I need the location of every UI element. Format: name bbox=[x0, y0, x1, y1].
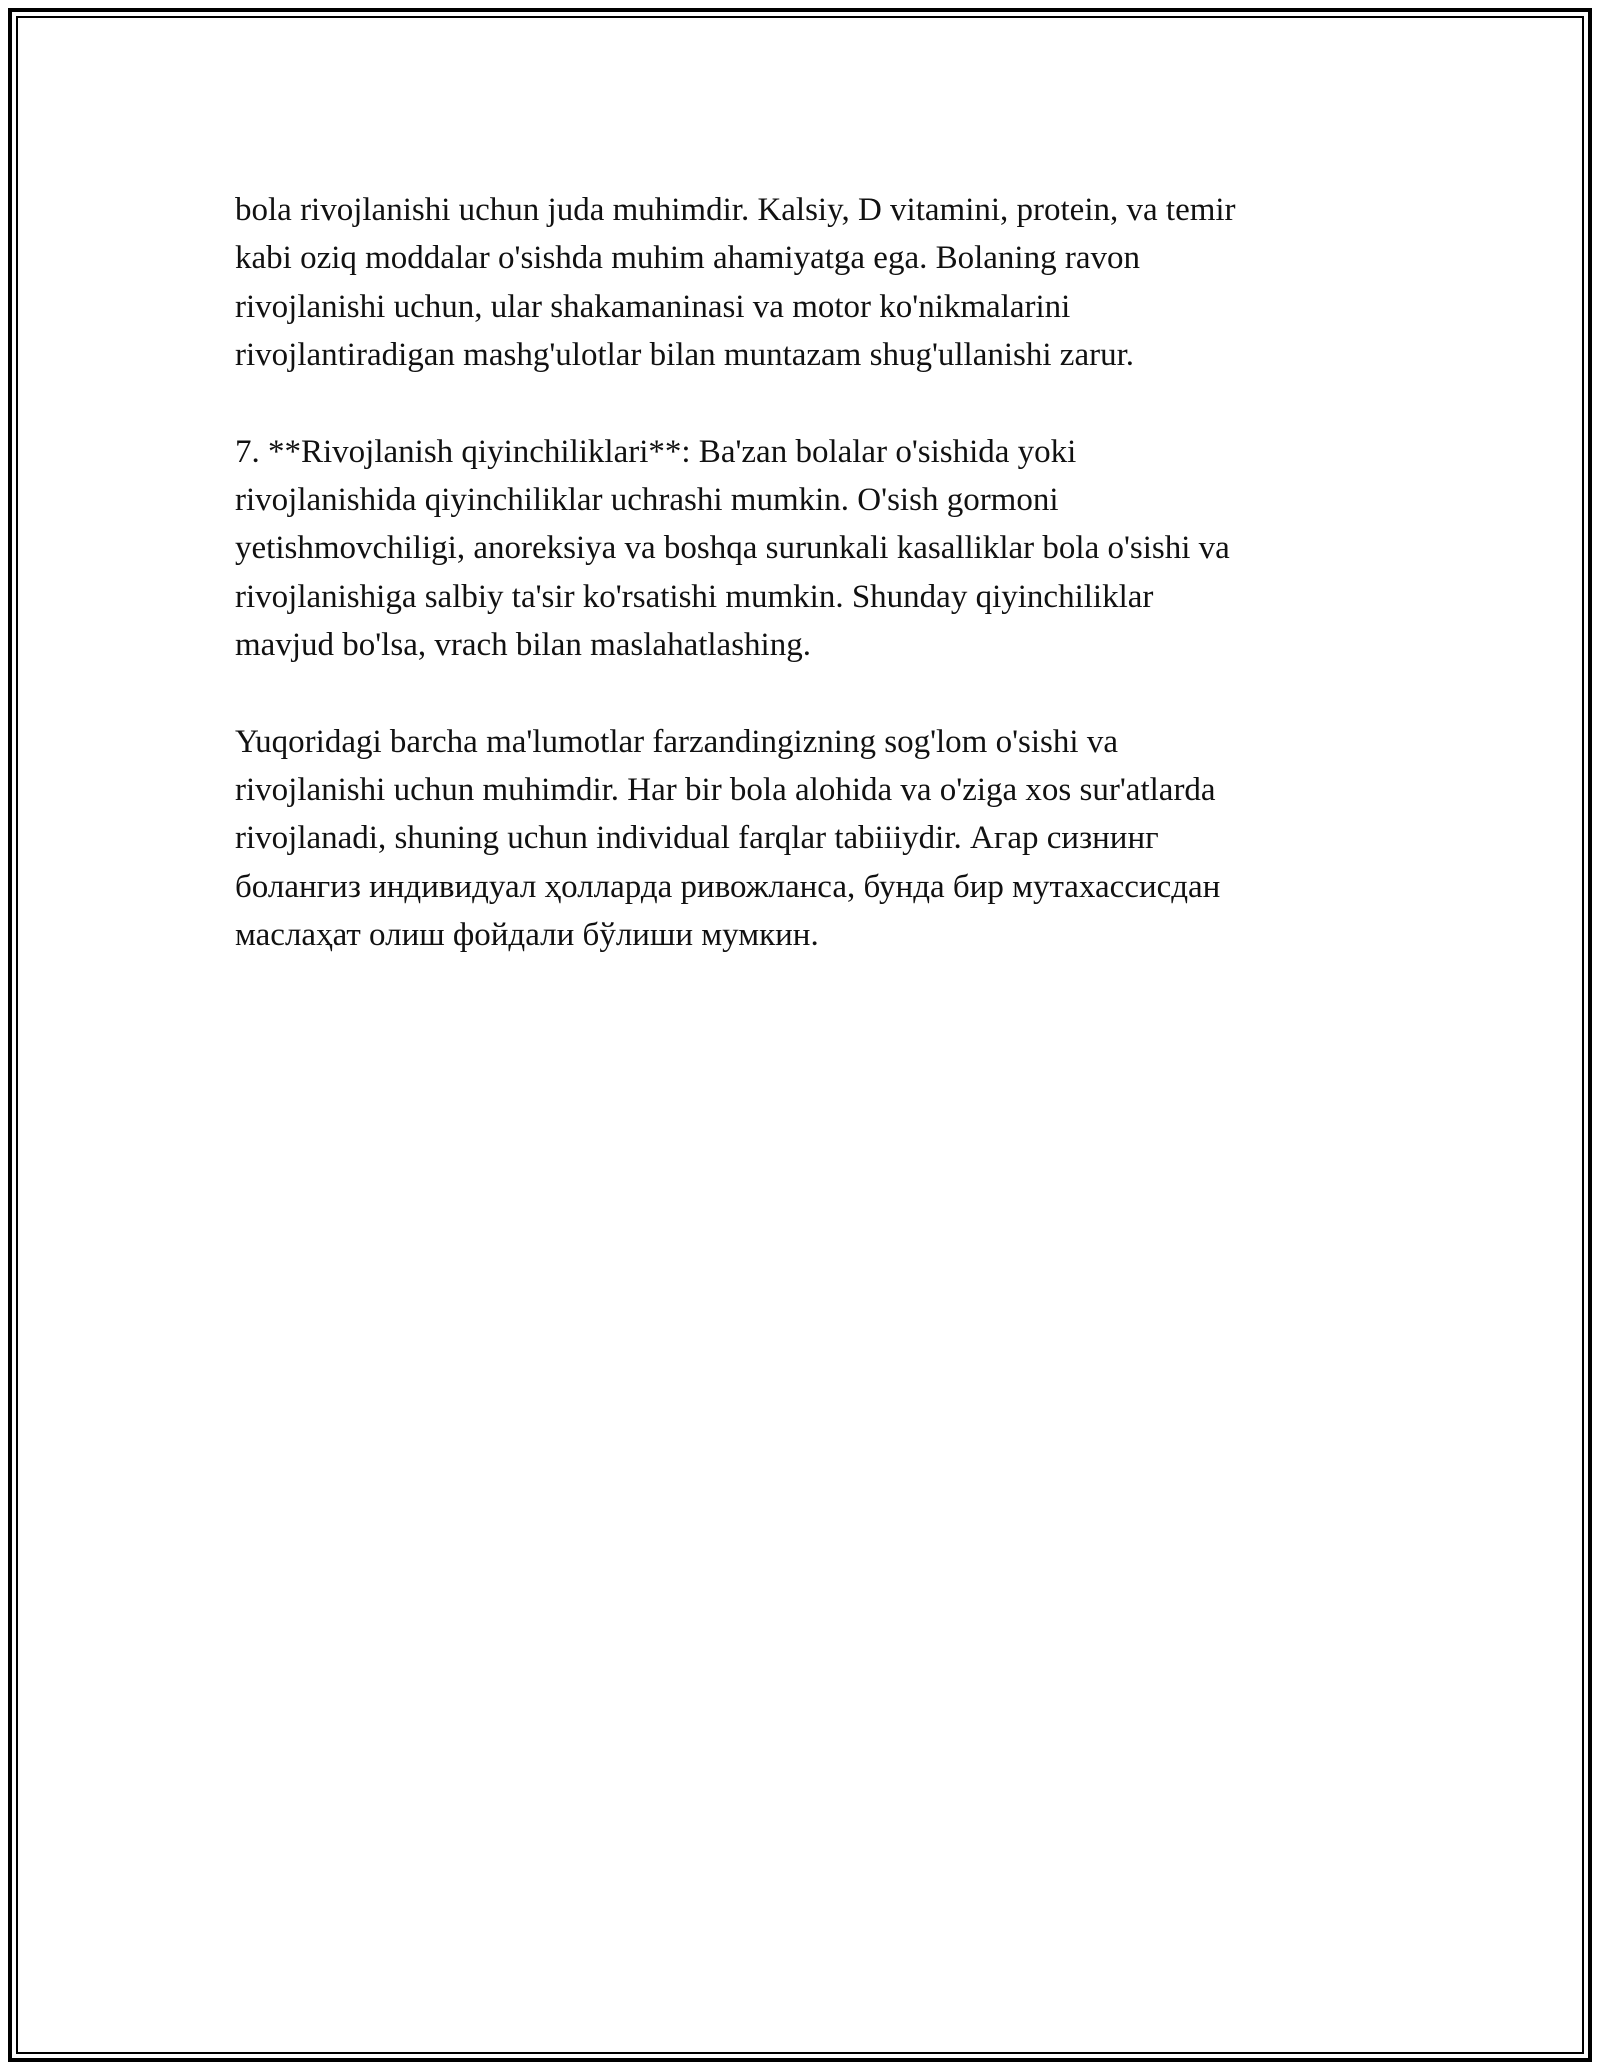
text-line: mavjud bo'lsa, vrach bilan maslahatlashing. bbox=[235, 627, 811, 664]
text-line: rivojlanadi, shuning uchun individual farqlar tabiiiydir. Агар сизнинг bbox=[235, 820, 1159, 857]
text-line: 7. **Rivojlanish qiyinchiliklari**: Ba'zan bolalar o'sishida yoki bbox=[235, 433, 1077, 470]
text-line: rivojlanishi uchun, ular shakamaninasi va motor ko'nikmalarini bbox=[235, 288, 1071, 325]
paragraph-nutrition bbox=[235, 186, 1385, 380]
document-body bbox=[235, 186, 1385, 1008]
text-line: bola rivojlanishi uchun juda muhimdir. Kalsiy, D vitamini, protein, va temir bbox=[235, 192, 1236, 228]
text-line: kabi oziq moddalar o'sishda muhim ahamiyatga ega. Bolaning ravon bbox=[235, 240, 1140, 277]
text-line: маслаҳат олиш фойдали бўлиши мумкин. bbox=[235, 917, 819, 954]
text-line: rivojlanishida qiyinchiliklar uchrashi mumkin. O'sish gormoni bbox=[235, 482, 1059, 519]
text-line: Yuqoridagi barcha ma'lumotlar farzandingizning sog'lom o'sishi va bbox=[235, 723, 1118, 760]
text-line: yetishmovchiligi, anoreksiya va boshqa surunkali kasalliklar bola o'sishi va bbox=[235, 530, 1230, 567]
paragraph-development-difficulties bbox=[235, 428, 1385, 670]
text-line: rivojlanishiga salbiy ta'sir ko'rsatishi mumkin. Shunday qiyinchiliklar bbox=[235, 578, 1154, 615]
text-line: болангиз индивидуал ҳолларда ривожланса, бунда бир мутахассисдан bbox=[235, 868, 1221, 905]
text-line: rivojlantiradigan mashg'ulotlar bilan muntazam shug'ullanishi zarur. bbox=[235, 337, 1135, 374]
paragraph-conclusion bbox=[235, 718, 1385, 960]
text-line: rivojlanishi uchun muhimdir. Har bir bola alohida va o'ziga xos sur'atlarda bbox=[235, 772, 1216, 809]
